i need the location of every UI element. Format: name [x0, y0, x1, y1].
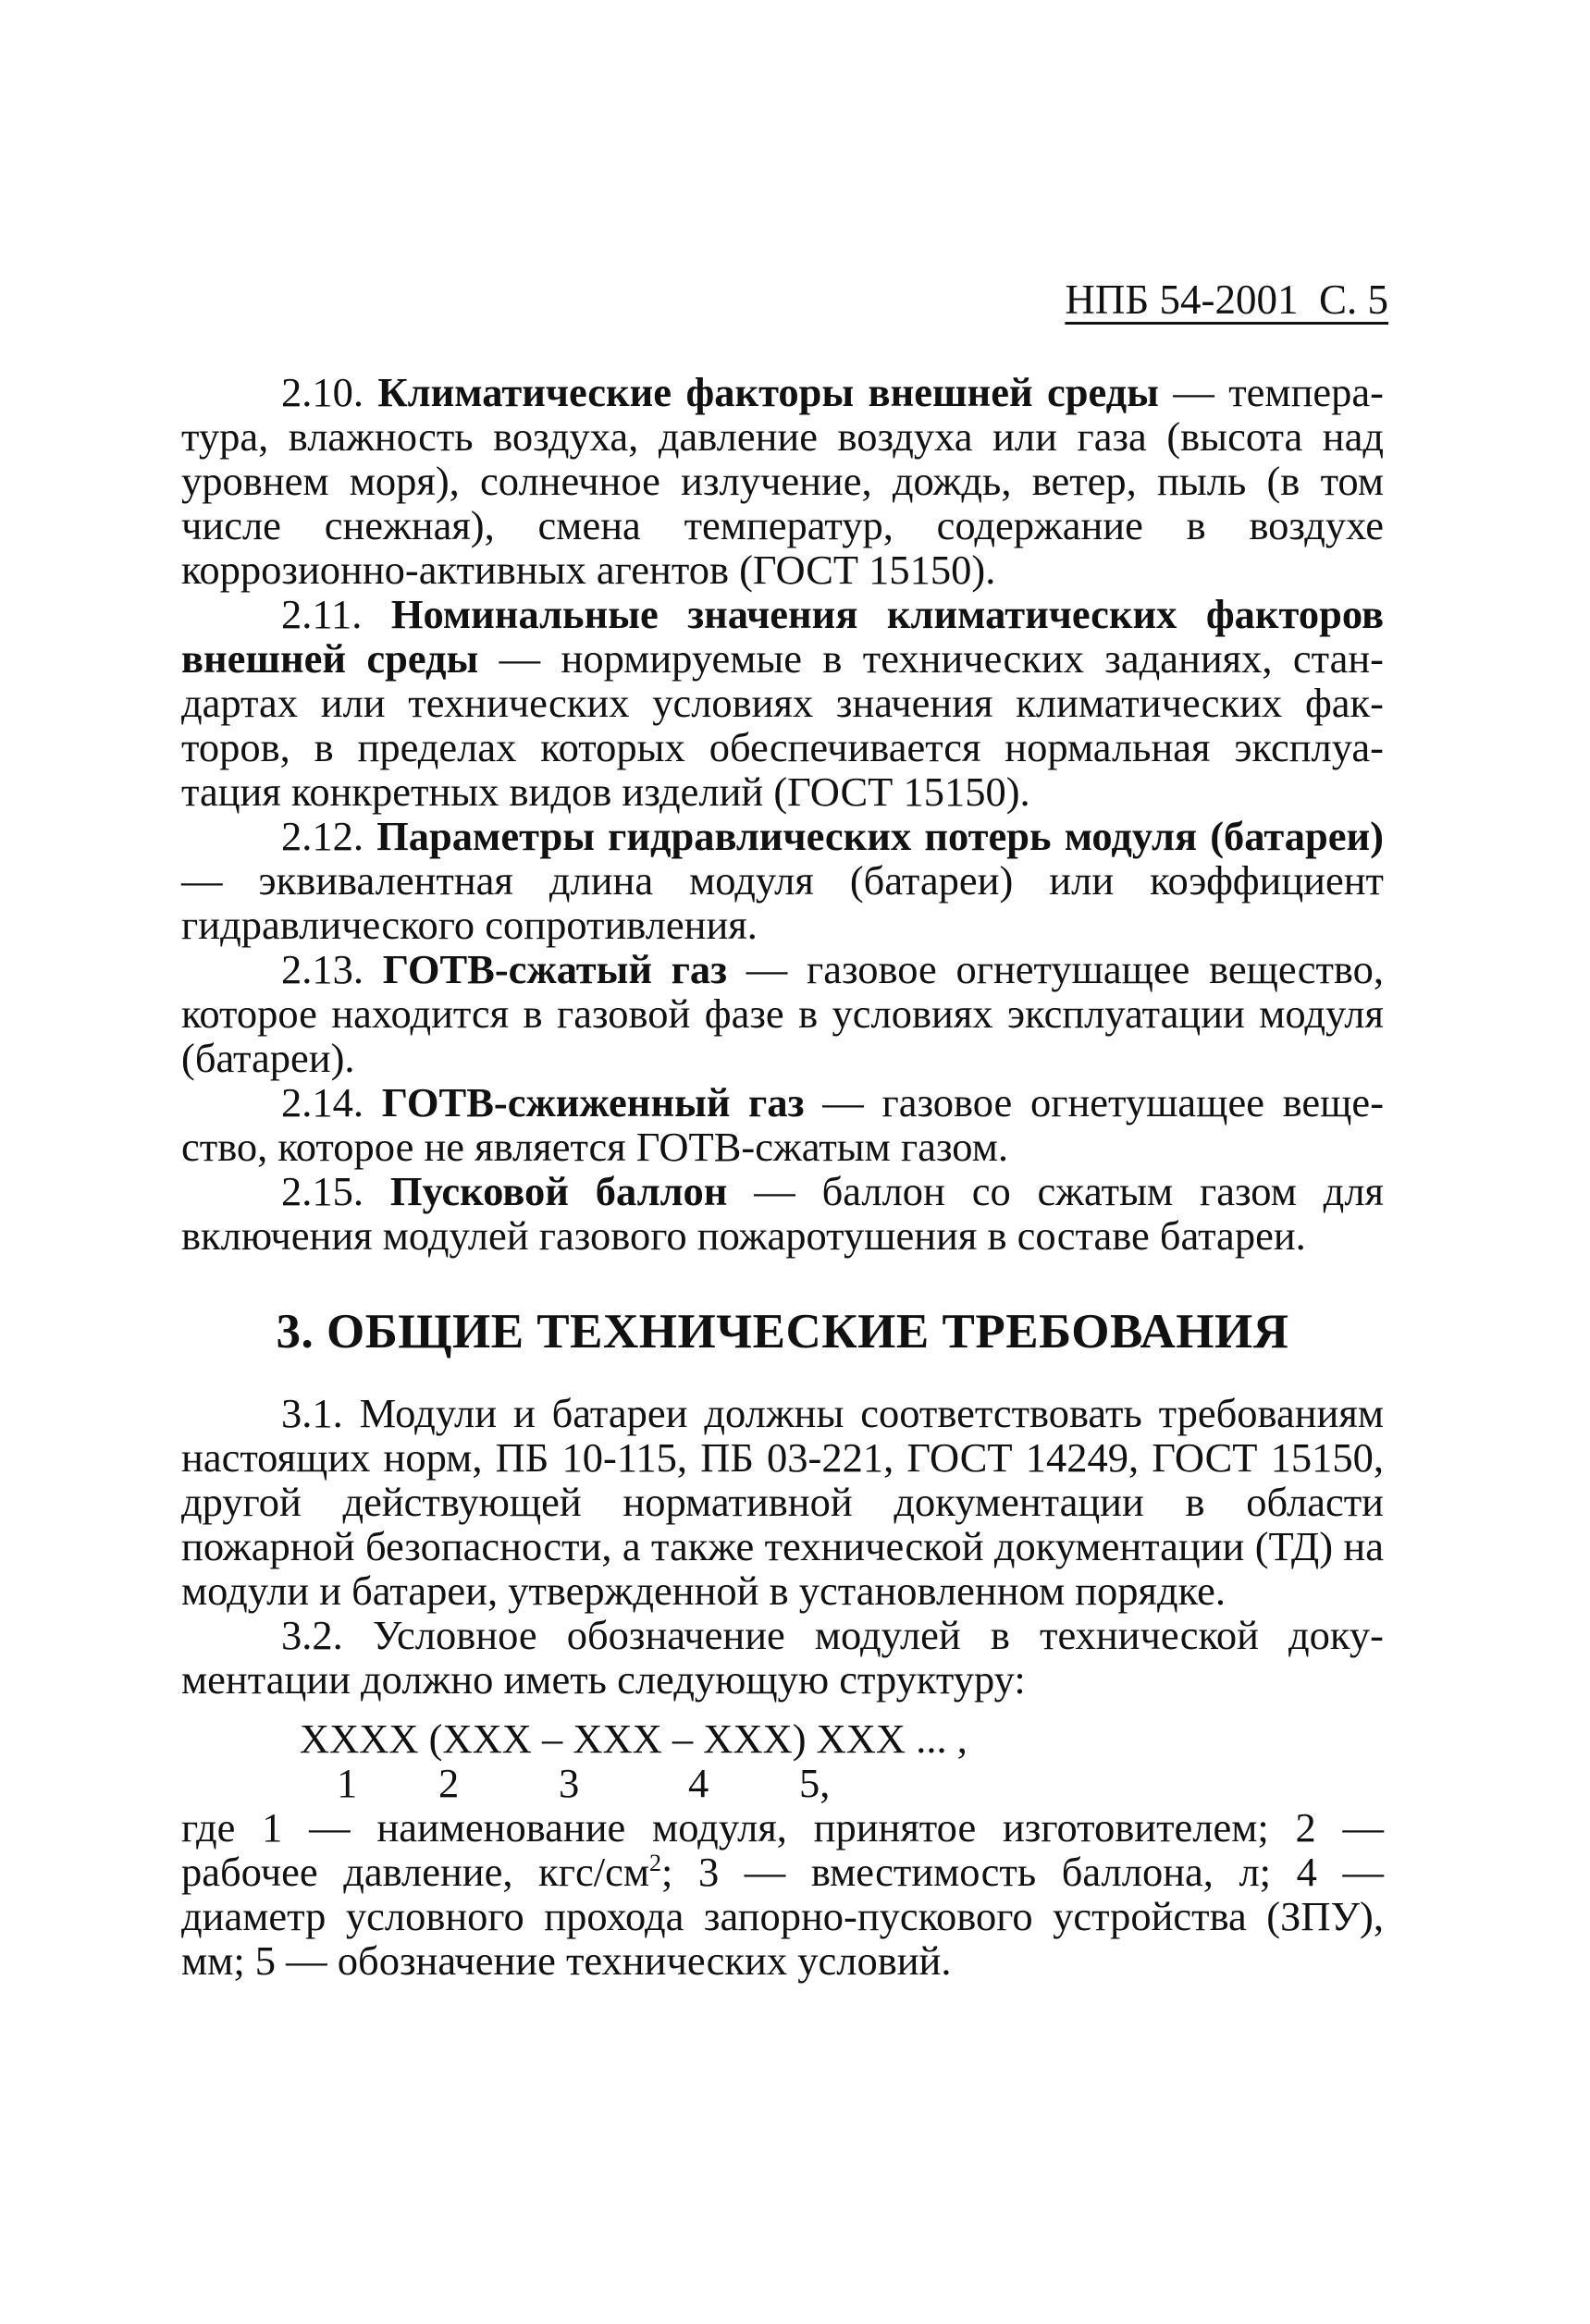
formula-index-3: 3 — [559, 1760, 580, 1806]
doc-code: НПБ 54-2001 — [1065, 277, 1299, 323]
formula-index-5: 5, — [799, 1760, 831, 1806]
formula-index-1: 1 — [337, 1760, 358, 1806]
definition-number: 2.14. — [281, 1079, 364, 1125]
page-number: С. 5 — [1318, 277, 1388, 323]
designation-indices — [181, 1761, 1384, 1805]
clause-3-2: 3.2. Условное обозначение модулей в технической документации должно иметь следующую структуру: — [181, 1612, 1384, 1703]
legend-text: где 1 — наименование модуля, принятое изготовителем; 2 — рабочее давление, кгс/см — [181, 1804, 1384, 1895]
definition-2-10 — [181, 370, 1384, 592]
definition-term: Параметры гидравлических потерь модуля (батареи) — [376, 813, 1385, 859]
page-content — [181, 370, 1384, 1983]
designation-formula: XXXX (XXX – XXX – XXX) XXX ... , — [300, 1715, 968, 1762]
definition-2-11 — [181, 592, 1384, 814]
definition-number: 2.12. — [281, 813, 364, 859]
definition-term: Номинальные значения климатических факторов внешней среды — [181, 591, 1385, 682]
definition-term: Климатические факторы внешней среды — [377, 369, 1159, 415]
clause-3-1: 3.1. Модули и батареи должны соответствовать требованиям настоящих норм, ПБ 10-115, ПБ 03-221, ГОСТ 14249, ГОСТ 15150, другой действующей нормативной документации в области пожарной безопасности, а также технической документации (ТД) на модули и батареи, утвержденной в установленном порядке. — [181, 1390, 1384, 1614]
section-heading: 3. ОБЩИЕ ТЕХНИЧЕСКИЕ ТРЕБОВАНИЯ — [276, 1305, 1289, 1359]
definition-number: 2.13. — [281, 946, 364, 992]
definition-text: — температура, влажность воздуха, давление воздуха или газа (высота над уровнем моря), солнечное излучение, дождь, ветер, пыль (в том числе снежная), смена температур, содержание в воздухе коррозионно-активных агентов (ГОСТ 15150). — [181, 369, 1384, 593]
definition-number: 2.11. — [281, 591, 363, 637]
definition-text: — баллон со сжатым газом для включения модулей газового пожаротушения в составе батареи. — [181, 1168, 1384, 1259]
definition-2-14 — [181, 1080, 1384, 1169]
legend-text-continued: ; 3 — вместимость баллона, л; 4 — диаметр условного прохода запорно-пускового устройства (ЗПУ), мм; 5 — обозначение технических условий. — [181, 1849, 1384, 1984]
definition-text: — эквивалентная длина модуля (батареи) или коэффициент гидравлического сопротивления. — [181, 857, 1384, 948]
designation-legend — [181, 1805, 1384, 1983]
definition-text: — нормируемые в технических заданиях, стандартах или технических условиях значения климатических факторов, в пределах которых обеспечивается нормальная эксплуатация конкретных видов изделий (ГОСТ 15150). — [181, 635, 1384, 815]
definition-2-13 — [181, 947, 1384, 1080]
definition-text: — газовое огнетушащее вещество, которое не является ГОТВ-сжатым газом. — [181, 1079, 1385, 1170]
definition-term: ГОТВ-сжиженный газ — [381, 1079, 805, 1125]
formula-index-4: 4 — [688, 1760, 709, 1806]
legend-superscript: 2 — [648, 1850, 661, 1876]
definition-number: 2.10. — [281, 369, 364, 415]
definition-term: Пусковой баллон — [389, 1168, 728, 1214]
definition-term: ГОТВ-сжатый газ — [382, 946, 728, 992]
definition-2-15 — [181, 1169, 1384, 1258]
definition-2-12 — [181, 814, 1384, 947]
formula-index-2: 2 — [438, 1760, 460, 1806]
page-header — [1065, 279, 1388, 321]
definition-number: 2.15. — [281, 1168, 364, 1214]
definition-text: — газовое огнетушащее вещество, которое находится в газовой фазе в условиях эксплуатации модуля (батареи). — [181, 946, 1385, 1081]
